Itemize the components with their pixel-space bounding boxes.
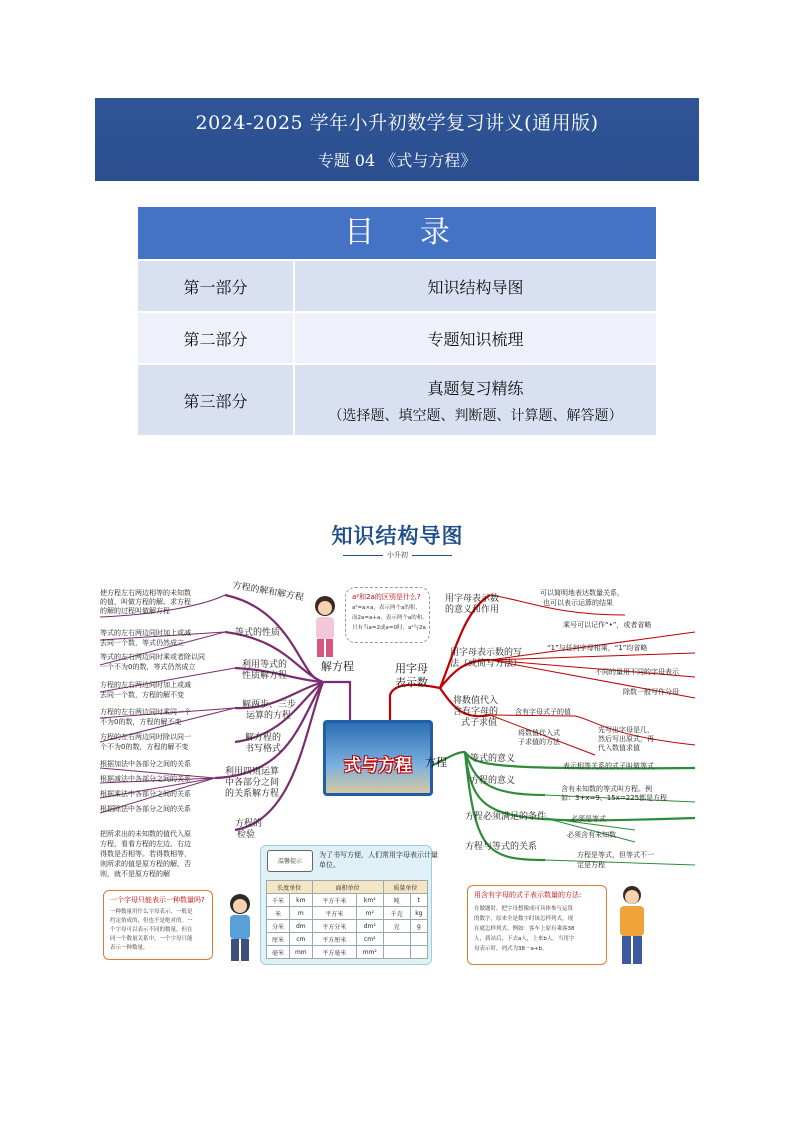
- leaf-text: “1”与任何字母相乘，“1”均省略: [547, 644, 648, 652]
- girl-illustration-icon: [305, 592, 345, 662]
- table-cell: 吨: [383, 894, 410, 907]
- leaf-text: 先写出字母是几，: [598, 726, 654, 734]
- leaf-text: 方程是等式，但等式不一: [577, 851, 654, 859]
- header-banner: [95, 98, 699, 181]
- leaf-text: 方程的左右两边同时乘同一个: [100, 708, 191, 716]
- teacher-illustration-icon: [610, 882, 652, 967]
- bubble-line: 而2a=a+a，表示两个a的和。: [352, 615, 428, 621]
- leaf-text: 定是方程: [577, 861, 605, 869]
- unit-table-header: 长度单位: [267, 881, 313, 894]
- leaf-text: 代入数值求值: [598, 744, 640, 752]
- branch-label: 运算的方程: [246, 711, 292, 721]
- leaf-text: 可以简明地表达数量关系，: [540, 589, 624, 597]
- table-cell: t: [410, 894, 427, 907]
- mind-map-subtitle: 小升初: [330, 550, 465, 560]
- leaf-text: 使方程左右两边相等的未知数: [100, 589, 191, 597]
- leaf-text: 乘号可以记作“•”，或者省略: [563, 621, 652, 629]
- table-row: [267, 920, 428, 933]
- table-cell: mm: [290, 946, 313, 959]
- branch-label: 性质解方程: [242, 671, 288, 681]
- callout-heading: 一个字母只能表示一种数量吗?: [110, 896, 205, 904]
- branch-label: 的关系解方程: [225, 789, 280, 799]
- table-cell: 平方米: [312, 907, 356, 920]
- toc-heading: 目 录: [138, 207, 656, 259]
- table-cell: 平方毫米: [312, 946, 356, 959]
- toc-title: 知识结构导图: [427, 277, 524, 297]
- toc-row: [138, 259, 656, 311]
- leaf-text: 得数是否相等。若得数相等，: [100, 850, 191, 858]
- leaf-text: 子求值的方法: [518, 738, 560, 746]
- bubble-question: a²和2a的区别是什么?: [352, 593, 421, 601]
- table-cell: [410, 946, 427, 959]
- table-cell: 毫米: [267, 946, 290, 959]
- branch-label: 方程必须满足的条件: [465, 812, 547, 822]
- leaf-text: 根据乘法中各部分之间的关系: [100, 790, 191, 798]
- table-cell: 千米: [267, 894, 290, 907]
- toc-title: 专题知识梳理: [427, 329, 524, 349]
- unit-table: [266, 880, 428, 959]
- branch-label: 用字母表示数: [445, 594, 500, 604]
- table-cell: kg: [410, 907, 427, 920]
- branch-label: 书写格式: [245, 744, 282, 754]
- leaf-text: 等式的左右两边同时加上或减: [100, 629, 191, 637]
- leaf-text: 等式的左右两边同时乘或者除以同: [100, 653, 205, 661]
- toc-row: [138, 363, 656, 435]
- mind-map-title: 知识结构导图: [331, 524, 464, 548]
- callout-line: 表示一种数量。: [110, 945, 149, 951]
- branch-label: 的意义和作用: [445, 605, 500, 615]
- toc-part: 第三部分: [138, 365, 295, 435]
- table-cell: dm²: [356, 920, 383, 933]
- leaf-text: 的解的过程叫做解方程: [100, 607, 170, 615]
- leaf-text: 含有未知数的等式叫方程。例: [561, 785, 652, 793]
- table-cell: km²: [356, 894, 383, 907]
- branch-label: 法（或简写方法）: [450, 659, 523, 669]
- callout-line: 母表示时，列式为38－a+b。: [474, 946, 548, 952]
- table-cell: 厘米: [267, 933, 290, 946]
- table-cell: [383, 933, 410, 946]
- table-cell: 克: [383, 920, 410, 933]
- toc-subtitle: （选择题、填空题、判断题、计算题、解答题）: [328, 407, 623, 424]
- leaf-text: 根据加法中各部分之间的关系: [100, 760, 191, 768]
- table-row: [267, 933, 428, 946]
- mind-map: [95, 520, 699, 970]
- unit-table-header: 面积单位: [312, 881, 383, 894]
- toc-row: [138, 311, 656, 363]
- callout-line: 在做题时，把字母想像成可具体参与运算: [474, 906, 574, 912]
- book-icon: 温馨提示: [267, 850, 313, 872]
- table-cell: m: [290, 907, 313, 920]
- callout-line: 一种数量用什么字母表示，一般是: [110, 909, 193, 915]
- branch-label: 中各部分之间: [225, 778, 280, 788]
- table-cell: km: [290, 894, 313, 907]
- leaf-text: 方程的左右两边同时加上或减: [100, 681, 191, 689]
- branch-label: 含有字母的: [453, 707, 499, 717]
- leaf-text: 个不为0的数，方程的解不变: [100, 743, 189, 751]
- table-cell: 平方厘米: [312, 933, 356, 946]
- table-cell: [383, 946, 410, 959]
- callout-line: 人，到站后，下去a人，上来b人。当用字: [474, 936, 575, 942]
- leaf-text: 必须含有未知数: [567, 831, 616, 839]
- callout-right: [467, 885, 607, 965]
- leaf-text: 如：3+x=9、15x=225都是方程: [561, 794, 668, 802]
- table-cell: [410, 933, 427, 946]
- callout-line: 的数字，原来全是数字时该怎样列式，现: [474, 916, 574, 922]
- toc-title: 真题复习精练: [427, 378, 524, 398]
- leaf-text: 去同一个数，方程的解不变: [100, 691, 184, 699]
- boy-illustration-icon: [220, 890, 260, 965]
- table-cell: mm²: [356, 946, 383, 959]
- table-cell: cm: [290, 933, 313, 946]
- center-node: [323, 720, 433, 796]
- table-cell: 千克: [383, 907, 410, 920]
- bubble-line: a²=a×a，表示两个a的积，: [352, 605, 421, 611]
- main-node-equation: 方程: [425, 756, 447, 769]
- branch-label: 用字母表示数的写: [450, 648, 523, 658]
- leaf-text: 然后写出原式，再: [598, 735, 654, 743]
- branch-label: 式子求值: [461, 718, 498, 728]
- table-row: [267, 946, 428, 959]
- leaf-text: 把所求出的未知数的值代入原: [100, 830, 191, 838]
- table-cell: g: [410, 920, 427, 933]
- callout-heading: 用含有字母的式子表示数量的方法:: [474, 891, 582, 899]
- leaf-text: 方程的左右两边同时除以同一: [100, 733, 191, 741]
- leaf-text: 一个不为0的数，等式仍然成立: [100, 663, 196, 671]
- leaf-text: 去同一个数，等式仍然成立: [100, 639, 184, 647]
- table-cell: 米: [267, 907, 290, 920]
- main-node-letters-1: 用字母: [395, 662, 428, 675]
- table-cell: cm²: [356, 933, 383, 946]
- leaf-text: 根据减法中各部分之间的关系: [100, 775, 191, 783]
- table-cell: 分米: [267, 920, 290, 933]
- branch-label: 解两步、三步: [242, 700, 297, 710]
- leaf-text: 则，就不是原方程的解: [100, 870, 170, 878]
- branch-label: 方程的: [235, 819, 263, 829]
- callout-line: 在就怎样列式。例如：客车上原有乘客38: [474, 926, 575, 932]
- table-of-contents: [138, 207, 656, 435]
- leaf-text: 方程，看看方程的左边、右边: [100, 840, 191, 848]
- callout-line: 约定俗成的，但也不是绝对的。一: [110, 918, 193, 924]
- table-cell: 平方千米: [312, 894, 356, 907]
- leaf-text: 必须是等式: [571, 815, 606, 823]
- branch-label: 将数值代入: [453, 696, 499, 706]
- table-cell: dm: [290, 920, 313, 933]
- center-label: 式与方程: [344, 756, 412, 776]
- unit-note: 为了书写方便，人们常用字母表示计量: [319, 851, 438, 859]
- table-row: [267, 907, 428, 920]
- leaf-text: 不为0的数，方程的解不变: [100, 718, 182, 726]
- branch-label: 方程的解和解方程: [231, 580, 305, 604]
- branch-label: 方程的意义: [470, 776, 516, 786]
- toc-part: 第二部分: [138, 313, 295, 363]
- document-title: 2024-2025 学年小升初数学复习讲义(通用版): [195, 112, 599, 134]
- leaf-text: 含有字母式子的值: [515, 708, 571, 716]
- leaf-text: 不同的量用不同的字母表示: [595, 668, 679, 676]
- table-row: [267, 894, 428, 907]
- branch-label: 检验: [237, 830, 256, 840]
- leaf-text: 根据除法中各部分之间的关系: [100, 805, 191, 813]
- callout-left: [103, 890, 213, 960]
- unit-table-box: [260, 845, 438, 965]
- bubble-line: 只有当a=2或a=0时，a²与2a: [352, 625, 426, 631]
- main-node-letters-2: 表示数: [395, 676, 428, 689]
- document-subtitle: 专题 04 《式与方程》: [317, 151, 477, 170]
- leaf-text: 也可以表示运算的结果: [543, 599, 613, 607]
- leaf-text: 除数一般写作分母: [623, 688, 679, 696]
- callout-line: 个字母可以表示不同的数量，但在: [110, 927, 193, 933]
- unit-note: 单位。: [319, 861, 340, 869]
- table-cell: 平方分米: [312, 920, 356, 933]
- branch-label: 方程与等式的关系: [465, 842, 538, 852]
- unit-table-header: 质量单位: [383, 881, 427, 894]
- table-cell: m²: [356, 907, 383, 920]
- leaf-text: 表示相等关系的式子叫做等式: [563, 762, 654, 770]
- branch-label: 利用四则运算: [225, 767, 280, 777]
- callout-line: 同一个数量关系中，一个字母只能: [110, 936, 193, 942]
- question-bubble: [345, 587, 430, 643]
- branch-label: 等式的意义: [470, 754, 516, 764]
- branch-label: 利用等式的: [242, 660, 288, 670]
- leaf-text: 将数值代入式: [518, 729, 560, 737]
- branch-label: 解方程的: [245, 733, 282, 743]
- leaf-text: 的值，叫做方程的解。求方程: [100, 598, 191, 606]
- main-node-solve: 解方程: [321, 660, 354, 673]
- toc-part: 第一部分: [138, 261, 295, 311]
- branch-label: 等式的性质: [235, 628, 281, 638]
- leaf-text: 则所求的值是原方程的解，否: [100, 860, 191, 868]
